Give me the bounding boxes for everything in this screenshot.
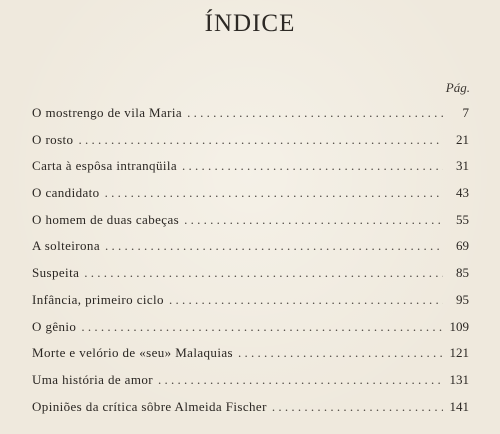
page-title: ÍNDICE bbox=[204, 10, 296, 37]
toc-entry-title: Morte e velório de «seu» Malaquias bbox=[32, 345, 233, 361]
dot-leader bbox=[184, 207, 443, 234]
toc-entry-page: 109 bbox=[449, 318, 469, 334]
toc-entry-page: 121 bbox=[449, 345, 469, 361]
toc-entry bbox=[32, 340, 469, 367]
dot-leader bbox=[187, 100, 443, 127]
toc-entry-title: Carta à espôsa intranqüila bbox=[32, 158, 178, 174]
toc-entry bbox=[32, 233, 469, 260]
toc-entry bbox=[32, 314, 469, 341]
dot-leader bbox=[169, 287, 443, 314]
dot-leader bbox=[81, 314, 443, 341]
toc-entry-page: 95 bbox=[456, 291, 469, 307]
dot-leader bbox=[105, 180, 443, 207]
toc-entry-title: Infância, primeiro ciclo bbox=[32, 291, 164, 307]
toc-entry bbox=[32, 180, 469, 207]
toc-entry-page: 21 bbox=[456, 131, 469, 147]
page-column-label: Pág. bbox=[445, 80, 470, 95]
toc-entry-page: 31 bbox=[456, 158, 469, 174]
toc-entry-title: A solteirona bbox=[32, 238, 100, 254]
toc-entry-page: 69 bbox=[456, 238, 469, 254]
toc-entry-page: 55 bbox=[456, 211, 469, 227]
toc-entry-title: O gênio bbox=[32, 318, 77, 334]
toc-entry-title: O candidato bbox=[32, 185, 100, 201]
toc-entry-page: 85 bbox=[456, 265, 469, 281]
toc-entry-page: 141 bbox=[449, 398, 469, 414]
toc-entry bbox=[32, 207, 469, 234]
toc-entry bbox=[32, 394, 469, 421]
dot-leader bbox=[105, 233, 443, 260]
table-of-contents bbox=[32, 100, 469, 420]
dot-leader bbox=[158, 367, 443, 394]
dot-leader bbox=[182, 153, 443, 180]
toc-entry-title: Opiniões da crítica sôbre Almeida Fischer bbox=[32, 398, 267, 414]
toc-entry-title: Suspeita bbox=[32, 265, 80, 281]
toc-entry bbox=[32, 100, 469, 127]
toc-entry-page: 43 bbox=[456, 185, 469, 201]
toc-entry-title: O mostrengo de vila Maria bbox=[32, 105, 183, 120]
toc-entry-title: Uma história de amor bbox=[32, 371, 153, 387]
toc-entry-page: 7 bbox=[462, 105, 469, 120]
dot-leader bbox=[272, 394, 443, 421]
toc-entry bbox=[32, 127, 469, 154]
toc-entry-page: 131 bbox=[449, 371, 469, 387]
toc-entry bbox=[32, 260, 469, 287]
toc-entry bbox=[32, 287, 469, 314]
dot-leader bbox=[238, 340, 443, 367]
dot-leader bbox=[84, 260, 443, 287]
dot-leader bbox=[78, 127, 443, 154]
toc-entry-title: O rosto bbox=[32, 131, 74, 147]
toc-entry bbox=[32, 367, 469, 394]
toc-entry-title: O homem de duas cabeças bbox=[32, 211, 180, 227]
toc-entry bbox=[32, 153, 469, 180]
